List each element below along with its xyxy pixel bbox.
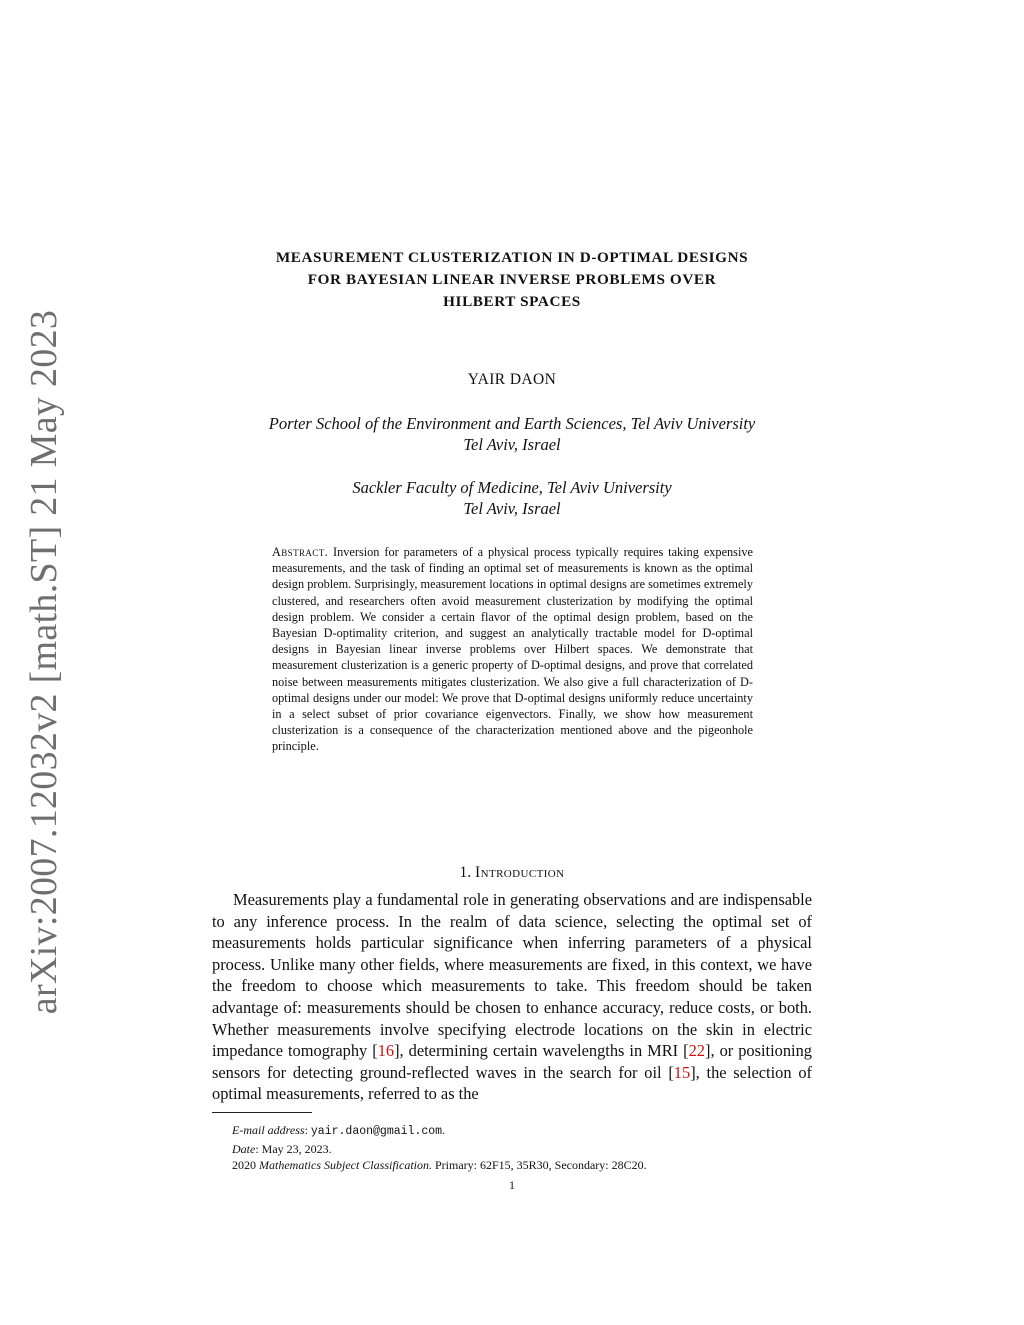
abstract-heading: Abstract. [272,545,329,559]
date-value: May 23, 2023. [261,1141,332,1156]
intro-text-3: ], or positioning sensors for detecting ground-reflected waves in the search for oil [ [212,1041,813,1082]
footnotes [212,1122,812,1174]
author-name: YAIR DAON [467,371,557,388]
abstract [272,544,753,755]
msc-year: 2020 [232,1158,259,1172]
footnote-date [212,1141,812,1158]
email-separator: : [304,1123,311,1137]
affiliation-2-line-2: Tel Aviv, Israel [463,499,561,518]
affiliation-2 [200,477,824,519]
date-separator: : [255,1141,262,1156]
email-label: E-mail address [232,1123,305,1137]
affiliation-1-line-1: Porter School of the Environment and Earth Sciences, Tel Aviv University [268,414,756,433]
msc-label: Mathematics Subject Classification. [259,1158,432,1172]
affiliation-1-line-2: Tel Aviv, Israel [463,435,561,454]
arxiv-identifier-stamp: arXiv:2007.12032v2 [math.ST] 21 May 2023 [23,309,65,1015]
title-line-2: FOR BAYESIAN LINEAR INVERSE PROBLEMS OVER [307,271,717,288]
citation-link-16[interactable]: 16 [377,1041,395,1061]
footnote-rule [212,1112,312,1113]
title-line-1: MEASUREMENT CLUSTERIZATION IN D-OPTIMAL DESIGNS [275,249,749,266]
msc-codes: Primary: 62F15, 35R30, Secondary: 28C20. [431,1158,647,1172]
footnote-msc [212,1157,812,1174]
date-label: Date [232,1141,256,1156]
email-end: . [442,1123,446,1137]
intro-text-2: ], determining certain wavelengths in MRI [ [394,1041,689,1061]
citation-link-15[interactable]: 15 [673,1062,691,1082]
abstract-text: Inversion for parameters of a physical process typically requires taking expensive measurements, and the task of finding an optimal set of measurements is known as the optimal design problem. Surprisingly, measurement locations in optimal designs are sometimes extremely clustered, and researchers often avoid measurement clusterization by modifying the optimal design problem. We consider a certain flavor of the optimal design problem, based on the Bayesian D-optimality criterion, and suggest an analytically tractable model for D-optimal designs in Bayesian linear inverse problems over Hilbert spaces. We demonstrate that measurement clusterization is a generic property of D-optimal designs, and prove that correlated noise between measurements mitigates clusterization. We also give a full characterization of D-optimal designs under our model: We prove that D-optimal designs uniformly reduce uncertainty in a select subset of prior covariance eigenvectors. Finally, we show how measurement clusterization is a consequence of the characterization mentioned above and the pigeonhole principle. [272,545,753,754]
section-number: 1. [459,864,472,881]
intro-text-1: Measurements play a fundamental role in generating observations and are indispensable to any inference process. In the realm of data science, selecting the optimal set of measurements holds particular significance when inferring parameters of a physical process. Unlike many other fields, where measurements are fixed, in this context, we have the freedom to choose which measurements to take. This freedom should be taken advantage of: measurements should be chosen to enhance accuracy, reduce costs, or both. Whether measurements involve specifying electrode locations on the skin in electric impedance tomography [ [212,890,812,1061]
section-heading [212,864,812,882]
citation-link-22[interactable]: 22 [688,1041,705,1061]
affiliation-1 [200,413,824,455]
introduction-paragraph [212,889,812,1105]
intro-text-4: ], the selection of optimal measurements, referred to as the [212,1062,812,1104]
section-title: Introduction [475,864,565,881]
email-address[interactable]: yair.daon@gmail.com [310,1125,443,1138]
page-number: 1 [509,1178,515,1192]
paper-title [200,247,824,313]
title-line-3: HILBERT SPACES [443,293,581,310]
affiliation-2-line-1: Sackler Faculty of Medicine, Tel Aviv University [352,478,672,497]
footnote-email [212,1122,812,1141]
